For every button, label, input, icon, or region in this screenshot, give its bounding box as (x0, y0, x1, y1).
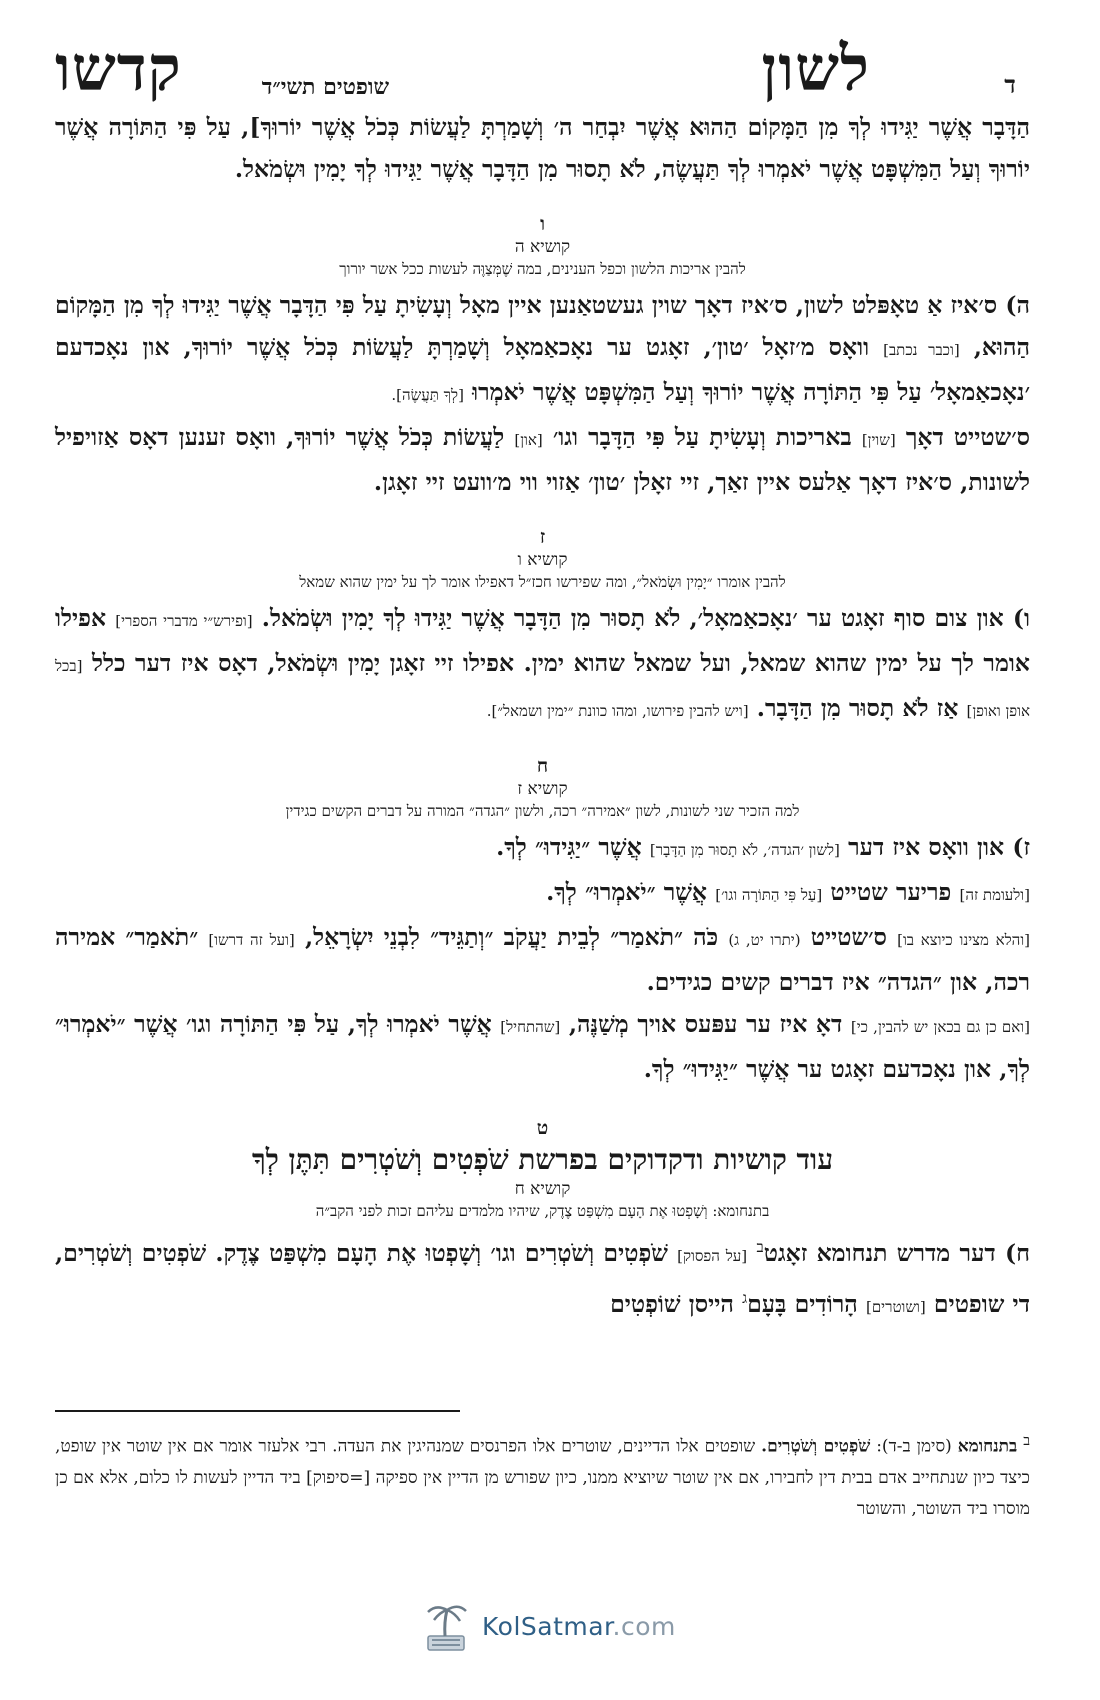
header-title-left: קדשו (55, 32, 182, 105)
watermark (418, 1598, 676, 1654)
section-letter-tet: ט (536, 1117, 549, 1139)
header-subtitle: שופטים תשי״ד (261, 74, 390, 100)
header-title-right: לשון (761, 32, 870, 105)
paragraph-7-line1 (55, 826, 1030, 871)
footnote-lemma: שֹׁפְטִים וְשֹׁטְרִים. (761, 1436, 871, 1457)
kushia-description: להבין אומרו ״יָמִין וּשְׂמֹאל״, ומה שפירשו חכז״ל דאפילו אומר לך על ימין שהוא שמאל (299, 573, 786, 591)
kushia-description: למה הזכיר שני לשונות, לשון ״אמירה״ רכה, ולשון ״הגדה״ המורה על דברים הקשים כגידין (285, 802, 800, 820)
page-header (55, 30, 1030, 105)
section-letter-chet: ח (536, 755, 549, 777)
bracket-note: [ויש להבין פירושו, ומהו כוונת ״ימין ושמאל״]. (486, 702, 749, 720)
paragraph-7-line3 (55, 916, 1030, 1003)
bracket-note: [שהתחיל] (500, 1018, 561, 1036)
footnote-text: שופטים אלו הדיינים, שוטרים אלו הפרנסים שמנהיגין את העדה. רבי אלעזר אומר אם אין שוטר אין שופט, כיצד כיון שנתחייב אדם בבית דין לחבירו, אם אין שוטר שיוציא ממנו, כיון שפורש מן הדיין אין ספיקה [=סיפוק] ביד הדיין לעשות לו כלום, אלא אם כן מוסרו ביד השוטר, והשוטר (55, 1436, 1030, 1519)
page (55, 30, 1030, 1328)
paragraph-8 (55, 1226, 1030, 1328)
kushia-heading: קושיא ח (514, 1179, 571, 1199)
bracket-note: [ואם כן גם בכאן יש להבין, כי] (850, 1018, 1030, 1036)
bracket-note: [ופירש״י מדברי הספרי] (115, 612, 253, 630)
footnote-source: בתנחומא (957, 1436, 1018, 1457)
bracket-note: [ולעומת זה] (959, 886, 1030, 904)
footnote-divider (55, 1410, 460, 1412)
palm-tree-icon (418, 1598, 474, 1654)
kushia-heading: קושיא ו (517, 550, 568, 570)
text-run: אֲשֶׁר ״יֹאמְרוּ״ לְךָ. (546, 878, 708, 906)
bracket-note: [ועל זה דרשו] (208, 931, 295, 949)
kushia-heading: קושיא ז (517, 779, 568, 799)
watermark-brand: KolSatmar (482, 1611, 613, 1641)
intro-paragraph: הַדָּבָר אֲשֶׁר יַגִּידוּ לְךָ מִן הַמָּקוֹם הַהוּא אֲשֶׁר יִבְחַר ה׳ וְשָׁמַרְתָּ לַעֲשׂוֹת כְּכֹל אֲשֶׁר יוֹרוּךָ], עַל פִּי הַתּוֹרָה אֲשֶׁר יוֹרוּךָ וְעַל הַמִּשְׁפָּט אֲשֶׁר יֹאמְרוּ לְךָ תַּעֲשֶׂה, לֹא תָסוּר מִן הַדָּבָר אֲשֶׁר יַגִּידוּ לְךָ יָמִין וּשְׂמֹאל. (55, 113, 1030, 183)
bracket-note: [בכל אופן ואופן] (55, 657, 1030, 720)
kushia-heading: קושיא ה (514, 237, 571, 257)
text-run: ז) און וואָס איז דער (848, 833, 1030, 861)
bracket-note: [והלא מצינו כיוצא בו] (897, 931, 1031, 949)
bracket-note: [און] (514, 431, 543, 449)
text-run: ס׳שטייט דאָך (905, 423, 1030, 451)
kushia-description: להבין אריכות הלשון וכפל הענינים, במה שֶׁמְּצַוֶּה לעשות ככל אשר יורוך (339, 260, 746, 278)
bracket-note: [ושוטרים] (865, 1297, 926, 1316)
paragraph-7-line4 (55, 1003, 1030, 1090)
text-run: ״תֹאמַר״ אמירה רכה, און ״הגדה״ איז דברים קשים כגידים. (55, 923, 1030, 996)
text-run: ה) ס׳איז אַ טאָפּלט לשון, ס׳איז דאָך שוין געשטאַנען איין מאָל וְעָשִׂיתָ עַל פִּי הַדָּבָר אֲשֶׁר יַגִּידוּ לְךָ מִן הַמָּקוֹם הַהוּא, (55, 291, 1031, 361)
footnote-marker: ב (1023, 1433, 1031, 1449)
kushia-description: בתנחומא: וְשָׁפְטוּ אֶת הָעָם מִשְׁפַּט צֶדֶק, שיהיו מלמדים עליהם זכות לפני הקב״ה (315, 1202, 770, 1220)
bracket-note: [לשון ׳הגדה׳, לֹא תָסוּר מִן הַדָּבָר] (649, 841, 840, 859)
text-run: דאָ איז ער עפּעס אויך מְשַׁנֶּה, (568, 1010, 843, 1038)
bracket-note: [לְךָ תַּעֲשֶׂה]. (391, 386, 464, 404)
footnote-ref: (סימן ב-ד): (876, 1436, 952, 1457)
bracket-note: [וכבר נכתב] (883, 341, 960, 359)
bracket-note: (יתרו יט, ג) (728, 931, 801, 949)
text-run: וואָס מ׳זאָל ׳טון׳, זאָגט ער נאָכאַמאָל וְשָׁמַרְתָּ לַעֲשׂוֹת כְּכֹל אֲשֶׁר יוֹרוּךָ, און נאָכדעם ׳נאָכאַמאָל׳ עַל פִּי הַתּוֹרָה אֲשֶׁר יוֹרוּךָ וְעַל הַמִּשְׁפָּט אֲשֶׁר יֹאמְרוּ (55, 333, 1030, 406)
text-run: אֲשֶׁר יֹאמְרוּ לְךָ, עַל פִּי הַתּוֹרָה וגו׳ אֲשֶׁר ״יֹאמְרוּ״ לְךָ, און נאָכדעם זאָגט ער אֲשֶׁר ״יַגִּידוּ״ לְךָ. (55, 1010, 1030, 1083)
text-run: הייסן שׁוֹפְטִים (610, 1289, 734, 1318)
text-run: לַעֲשׂוֹת כְּכֹל אֲשֶׁר יוֹרוּךָ, וואָס זענען דאָס אַזויפיל לשונות, ס׳איז דאָך אַלעס איין זאַך, זיי זאָלן ׳טון׳ אַזוי ווי מ׳וועט זיי זאָגן. (55, 423, 1030, 496)
watermark-text (482, 1612, 676, 1641)
text-run: ס׳שטייט (810, 923, 887, 951)
text-run: אֲשֶׁר ״יַגִּידוּ״ לְךָ. (496, 833, 642, 861)
text-run: ח) דער מדרש תנחומא זאָגט (763, 1238, 1030, 1267)
section-letter-zayin: ז (539, 526, 546, 548)
text-run: ו) און צום סוף זאָגט ער ׳נאָכאַמאָל׳, לֹא תָסוּר מִן הַדָּבָר אֲשֶׁר יַגִּידוּ לְךָ יָמִין וּשְׂמֹאל. (261, 604, 1031, 632)
text-run: פריער שטייט (830, 878, 952, 906)
section-letter-vav: ו (540, 213, 545, 235)
watermark-domain: .com (612, 1611, 676, 1641)
footnote-ref[interactable]: ג (742, 1288, 748, 1307)
text-run: אַז לֹא תָסוּר מִן הַדָּבָר. (756, 694, 959, 722)
paragraph-7-line2 (55, 871, 1030, 916)
bracket-note: [שוין] (861, 431, 896, 449)
text-run: אפילו אומר לך על ימין שהוא שמאל, ועל שמאל שהוא ימין. אפילו זיי זאָגן יָמִין וּשְׂמֹאל, דאָס איז דער כלל (55, 604, 1030, 677)
text-run: כֹּה ״תֹאמַר״ לְבֵית יַעֲקֹב ״וְתַגֵּיד״ לִבְנֵי יִשְׂרָאֵל, (304, 923, 719, 951)
footnote (55, 1426, 1030, 1525)
paragraph-5 (55, 284, 1030, 416)
paragraph-5b (55, 416, 1030, 503)
bracket-note: [על הפסוק] (677, 1246, 748, 1265)
paragraph-6 (55, 597, 1030, 732)
bracket-note: [עַל פִּי הַתּוֹרָה וגו׳] (715, 886, 823, 904)
page-number: ד (1004, 70, 1016, 99)
footnote-ref[interactable]: ב (756, 1238, 764, 1256)
section-title: עוד קושיות ודקדוקים בפרשת שֹׁפְטִים וְשֹׁטְרִים תִּתֶּן לְךָ (251, 1143, 834, 1176)
text-run: הָרוֹדִים בָּעָם (747, 1289, 858, 1318)
text-run: שֹׁפְטִים וְשֹׁטְרִים וגו׳ וְשָׁפְטוּ אֶת הָעָם מִשְׁפַּט צֶדֶק. שֹׁפְטִים וְשֹׁטְרִים, די שופטים (55, 1238, 1030, 1318)
text-run: באריכות וְעָשִׂיתָ עַל פִּי הַדָּבָר וגו׳ (552, 423, 852, 451)
